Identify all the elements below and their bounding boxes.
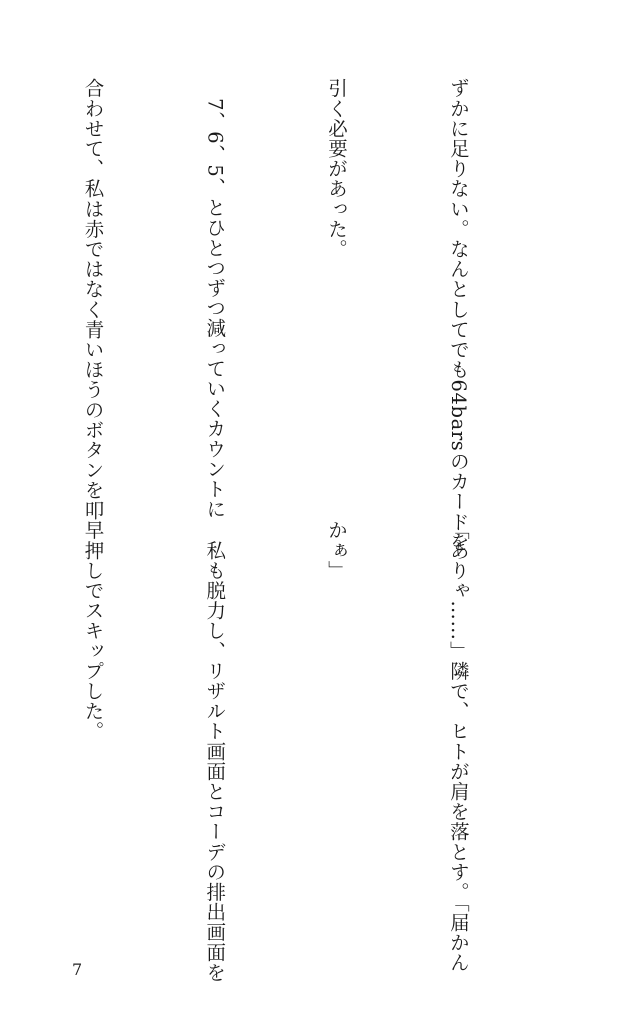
- text-column: 7、6、5、とひとつずつ減っていくカウントに: [203, 78, 227, 520]
- text-column: かぁ」: [325, 520, 349, 581]
- page-number: 7: [72, 960, 83, 979]
- text-column: 引く必要があった。: [325, 78, 349, 259]
- text-block-bottom: [69, 520, 559, 983]
- text-column: ずかに足りない。なんとしてでも64barsのカードを: [446, 78, 470, 552]
- text-column: 私も脱力し、リザルト画面とコーデの排出画面を: [203, 520, 227, 983]
- text-column: 早押しでスキップした。: [81, 520, 105, 742]
- text-column: 「ありゃ……」隣で、ヒトが肩を落とす。「届かん: [446, 520, 470, 973]
- text-column: 合わせて、私は赤ではなく青いほうのボタンを叩: [81, 78, 105, 521]
